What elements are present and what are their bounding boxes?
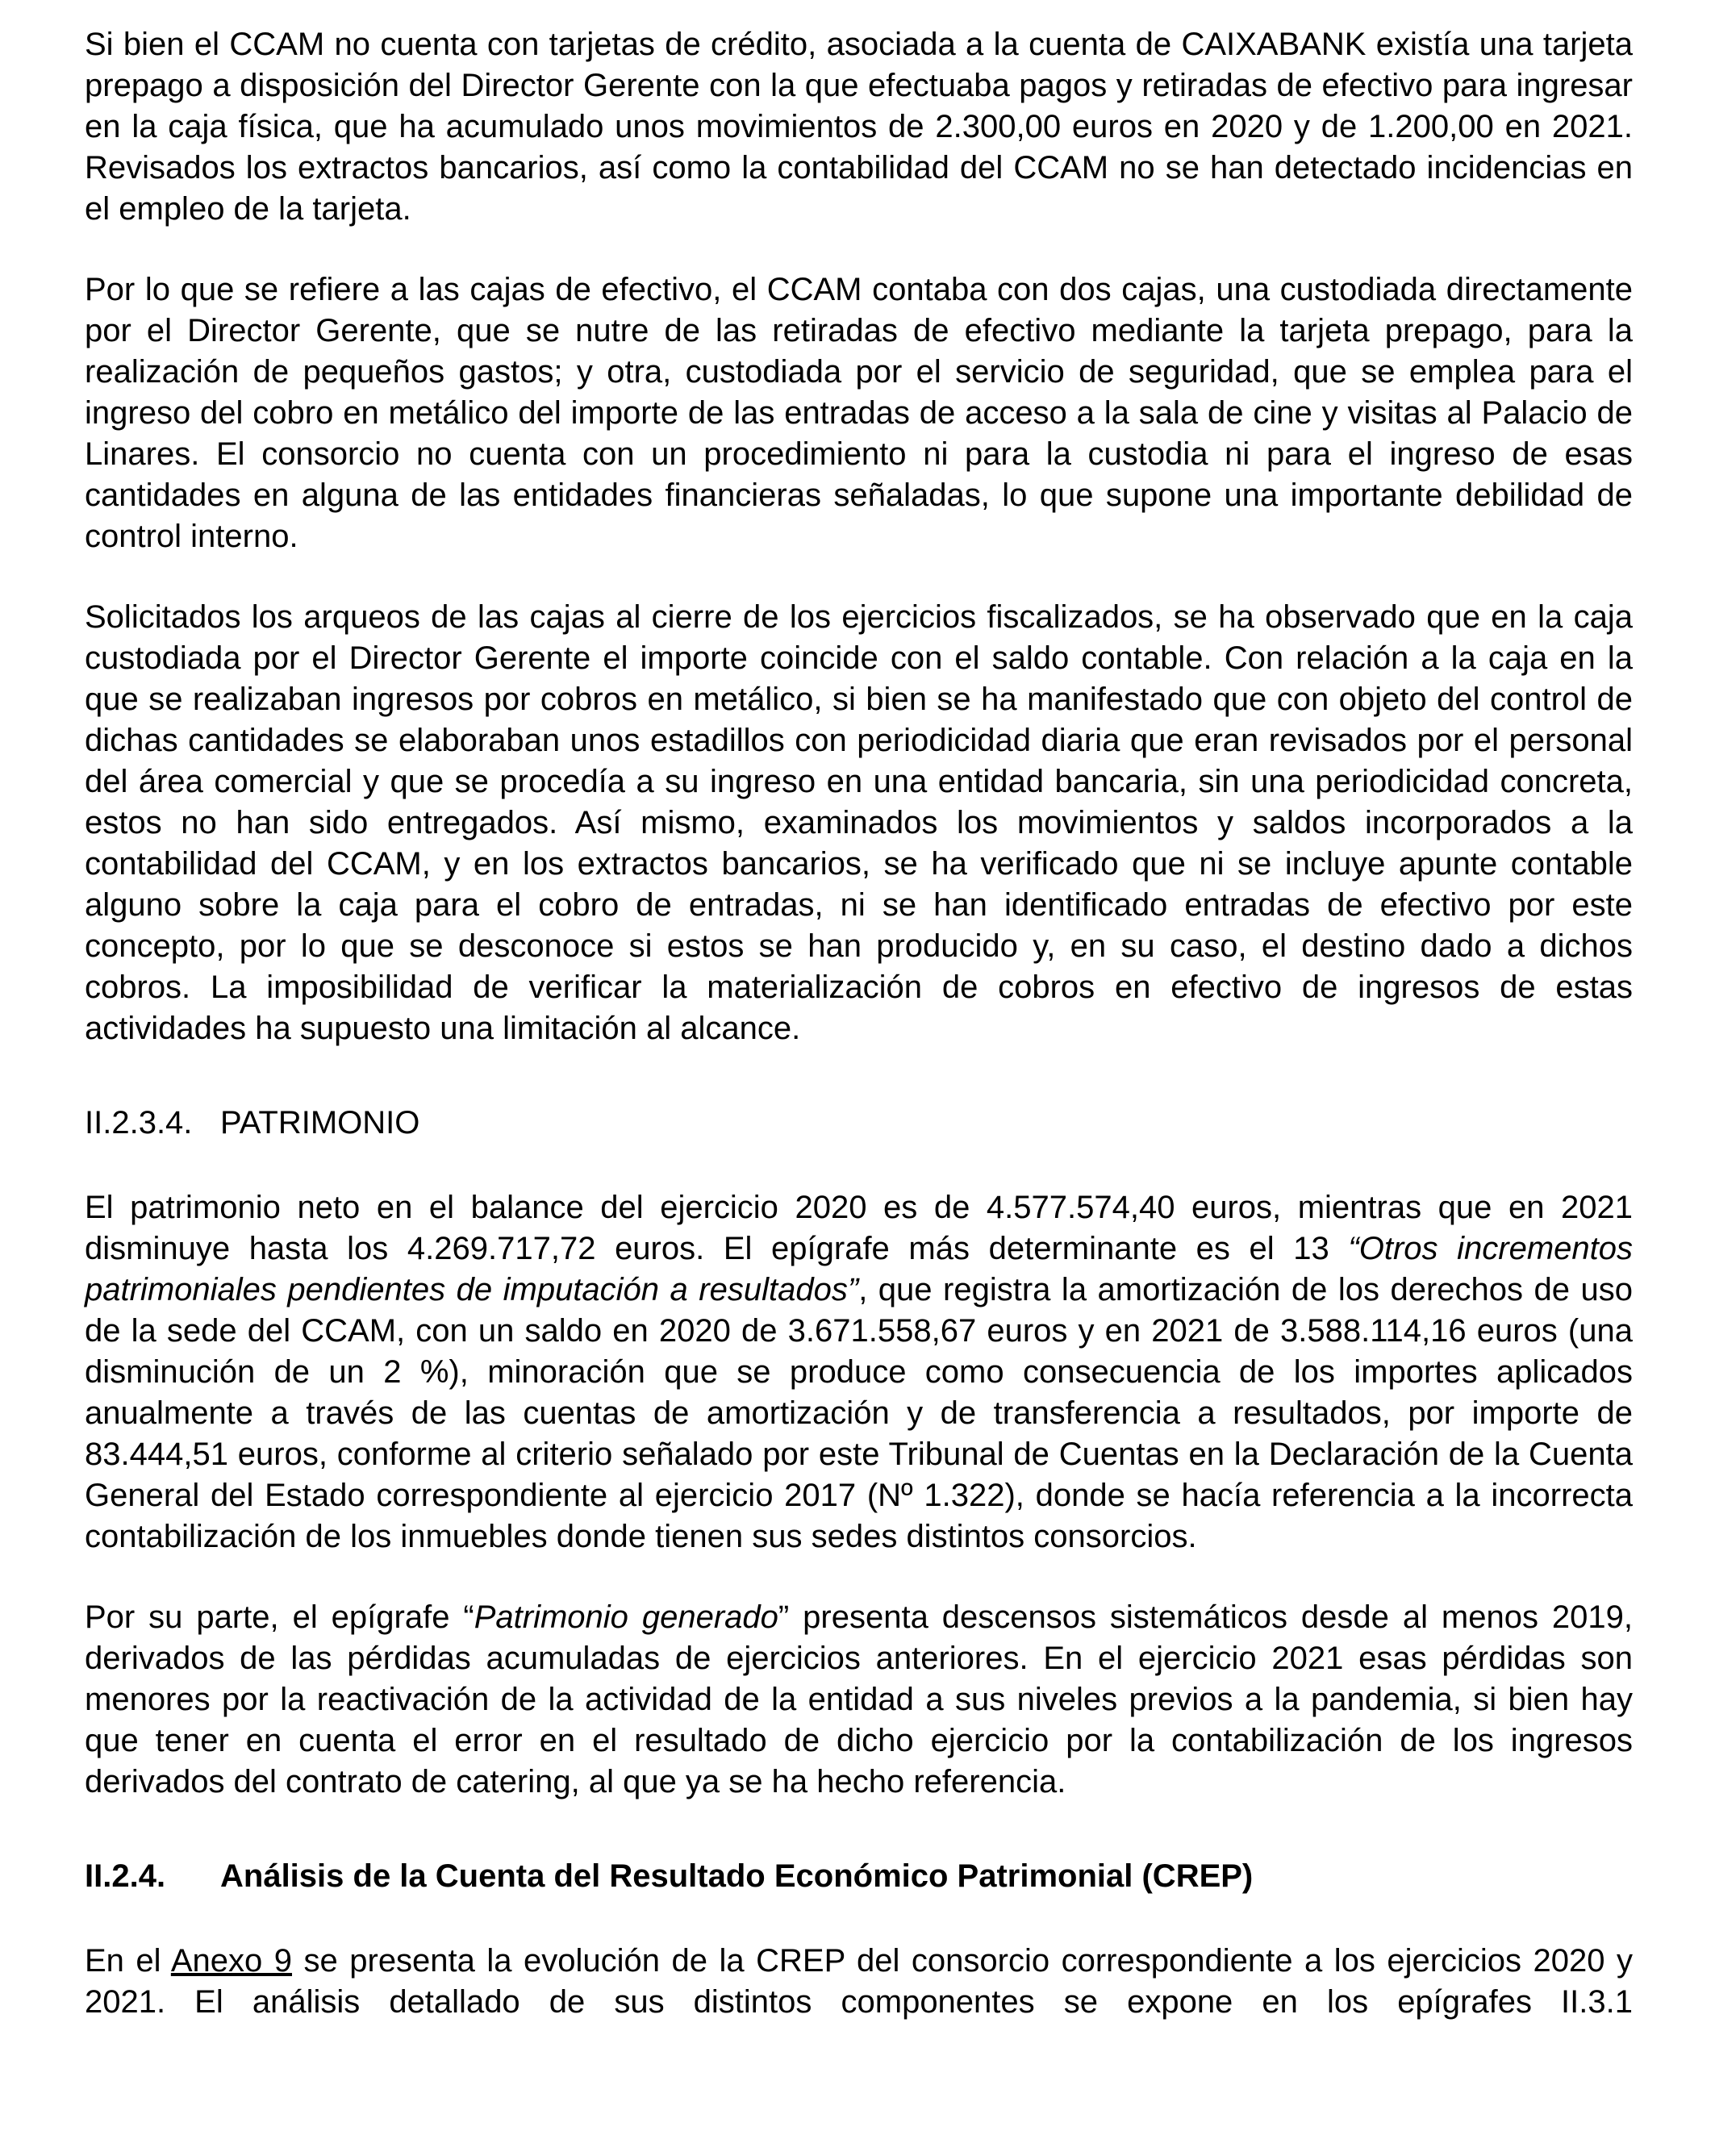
heading-title: Análisis de la Cuenta del Resultado Económico Patrimonial (CREP) <box>220 1858 1254 1894</box>
paragraph-patrimonio-neto <box>85 1187 1633 1558</box>
paragraph-patrimonio-generado <box>85 1597 1633 1803</box>
text-run: Por su parte, el epígrafe “ <box>85 1599 474 1635</box>
heading-number: II.2.4. <box>85 1858 166 1894</box>
section-heading <box>85 1856 1633 1897</box>
text-run: En el <box>85 1943 171 1979</box>
text-run: , que registra la amortización de los derechos de uso de la sede del CCAM, con un saldo en 2020 de 3.671.558,67 euros y en 2021 de 3.588.114,16 euros (una disminución de un 2 %), minoración que se produce como consecuencia de los importes aplicados anualmente a través de las cuentas de amortización y de transferencia a resultados, por importe de 83.444,51 euros, conforme al criterio señalado por este Tribunal de Cuentas en la Declaración de la Cuenta General del Estado correspondiente al ejercicio 2017 (Nº 1.322), donde se hacía referencia a la incorrecta contabilización de los inmuebles donde tienen sus sedes distintos consorcios. <box>85 1272 1633 1554</box>
text-run: se presenta la evolución de la CREP del consorcio correspondiente a los ejercicios 2020 y 2021. El análisis detallado de sus distintos componentes se expone en los epígrafes II.3.1 <box>85 1943 1634 2020</box>
text-run: Solicitados los arqueos de las cajas al cierre de los ejercicios fiscalizados, se ha observado que en la caja custodiada por el Director Gerente el importe coincide con el saldo contable. Con relación a la caja en la que se realizaban ingresos por cobros en metálico, si bien se ha manifestado que con objeto del control de dichas cantidades se elaboraban unos estadillos con periodicidad diaria que eran revisados por el personal del área comercial y que se procedía a su ingreso en una entidad bancaria, sin una periodicidad concreta, estos no han sido entregados. Así mismo, examinados los movimientos y saldos incorporados a la contabilidad del CCAM, y en los extractos bancarios, se ha verificado que ni se incluye apunte contable alguno sobre la caja para el cobro de entradas, ni se han identificado entradas de efectivo por este concepto, por lo que se desconoce si estos se han producido y, en su caso, el destino dado a dichos cobros. La imposibilidad de verificar la materialización de cobros en efectivo de ingresos de estas actividades ha supuesto una limitación al alcance. <box>85 599 1633 1046</box>
heading-number: II.2.3.4. <box>85 1105 193 1141</box>
text-run: ” presenta descensos sistemáticos desde al menos 2019, derivados de las pérdidas acumuladas de ejercicios anteriores. En el ejercicio 2021 esas pérdidas son menores por la reactivación de la actividad de la entidad a sus niveles previos a la pandemia, si bien hay que tener en cuenta el error en el resultado de dicho ejercicio por la contabilización de los ingresos derivados del contrato de catering, al que ya se ha hecho referencia. <box>85 1599 1634 1799</box>
text-run: Si bien el CCAM no cuenta con tarjetas de crédito, asociada a la cuenta de CAIXABANK existía una tarjeta prepago a disposición del Director Gerente con la que efectuaba pagos y retiradas de efectivo para ingresar en la caja física, que ha acumulado unos movimientos de 2.300,00 euros en 2020 y de 1.200,00 en 2021. Revisados los extractos bancarios, así como la contabilidad del CCAM no se han detectado incidencias en el empleo de la tarjeta. <box>85 27 1633 227</box>
epigrafe-13-italic: “Otros incrementos patrimoniales pendientes de imputación a resultados” <box>85 1231 1634 1307</box>
paragraph-crep-intro <box>85 1941 1633 2023</box>
paragraph-tarjeta-prepago <box>85 24 1633 230</box>
section-heading <box>85 1103 1633 1144</box>
heading-title: PATRIMONIO <box>220 1105 420 1141</box>
text-run: El patrimonio neto en el balance del ejercicio 2020 es de 4.577.574,40 euros, mientras que en 2021 disminuye hasta los 4.269.717,72 euros. El epígrafe más determinante es el 13 <box>85 1190 1633 1266</box>
paragraph-cajas-efectivo <box>85 269 1633 557</box>
patrimonio-generado-italic: Patrimonio generado <box>474 1599 778 1635</box>
document-body <box>85 24 1633 2023</box>
anexo-9-reference[interactable]: Anexo 9 <box>170 1943 293 1979</box>
paragraph-arqueos-cajas <box>85 597 1633 1049</box>
text-run: Por lo que se refiere a las cajas de efectivo, el CCAM contaba con dos cajas, una custodiada directamente por el Director Gerente, que se nutre de las retiradas de efectivo mediante la tarjeta prepago, para la realización de pequeños gastos; y otra, custodiada por el servicio de seguridad, que se emplea para el ingreso del cobro en metálico del importe de las entradas de acceso a la sala de cine y visitas al Palacio de Linares. El consorcio no cuenta con un procedimiento ni para la custodia ni para el ingreso de esas cantidades en alguna de las entidades financieras señaladas, lo que supone una importante debilidad de control interno. <box>85 272 1633 554</box>
